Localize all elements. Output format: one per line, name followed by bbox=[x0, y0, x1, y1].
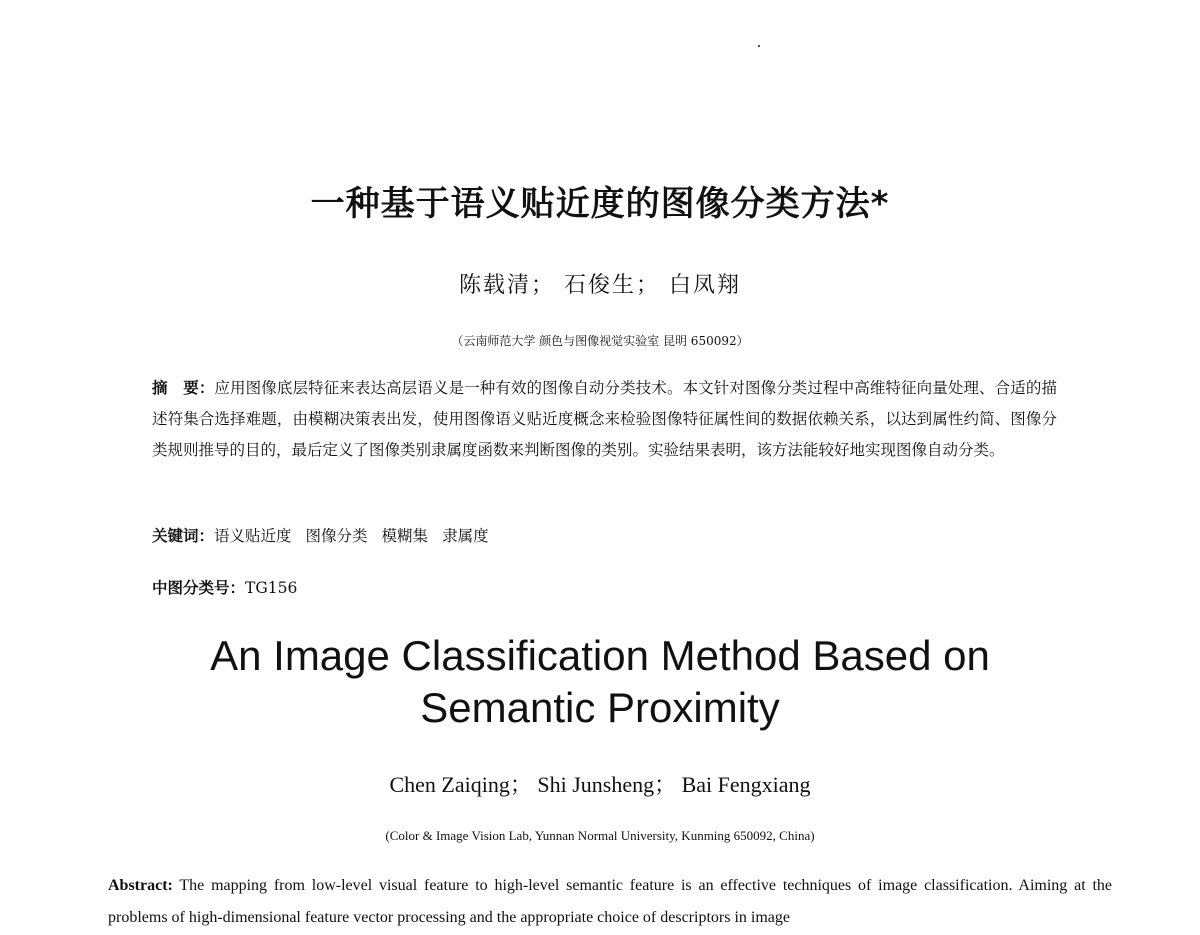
english-abstract bbox=[108, 870, 1112, 934]
chinese-affiliation: （云南师范大学 颜色与图像视觉实验室 昆明 650092） bbox=[451, 334, 749, 348]
classification-value: TG156 bbox=[245, 579, 298, 597]
chinese-abstract bbox=[152, 372, 1057, 466]
keyword: 模糊集 bbox=[381, 527, 429, 545]
chinese-authors: 陈载清； 石俊生； 白凤翔 bbox=[459, 273, 741, 298]
english-title-line: An Image Classification Method Based on bbox=[210, 632, 990, 679]
classification-label: 中图分类号： bbox=[152, 578, 246, 597]
chinese-keywords bbox=[152, 524, 503, 546]
english-title bbox=[0, 630, 1200, 734]
english-title-line: Semantic Proximity bbox=[420, 684, 780, 731]
english-affiliation: (Color & Image Vision Lab, Yunnan Normal University, Kunming 650092, China) bbox=[385, 828, 815, 843]
keyword: 语义贴近度 bbox=[214, 527, 292, 545]
chinese-classification bbox=[152, 576, 297, 598]
chinese-keywords-label: 关键词： bbox=[152, 526, 215, 545]
keyword: 隶属度 bbox=[442, 527, 489, 545]
chinese-abstract-label: 摘 要： bbox=[152, 378, 215, 397]
english-abstract-text: The mapping from low-level visual feature to high-level semantic feature is an effective techniques of image classification. Aiming at the problems of high-dimensional feature vector processing and the appropriate choice of descriptors in image bbox=[108, 877, 1112, 926]
keyword: 图像分类 bbox=[305, 527, 368, 545]
english-authors: Chen Zaiqing； Shi Junsheng； Bai Fengxiang bbox=[389, 772, 811, 797]
chinese-abstract-text: 应用图像底层特征来表达高层语义是一种有效的图像自动分类技术。本文针对图像分类过程中高维特征向量处理、合适的描述符集合选择难题，由模糊决策表出发，使用图像语义贴近度概念来检验图像特征属性间的数据依赖关系，以达到属性约简、图像分类规则推导的目的，最后定义了图像类别隶属度函数来判断图像的类别。实验结果表明，该方法能较好地实现图像自动分类。 bbox=[152, 379, 1057, 459]
scan-speck bbox=[758, 45, 760, 47]
chinese-title: 一种基于语义贴近度的图像分类方法* bbox=[310, 184, 890, 224]
english-abstract-label: Abstract: bbox=[108, 877, 173, 894]
